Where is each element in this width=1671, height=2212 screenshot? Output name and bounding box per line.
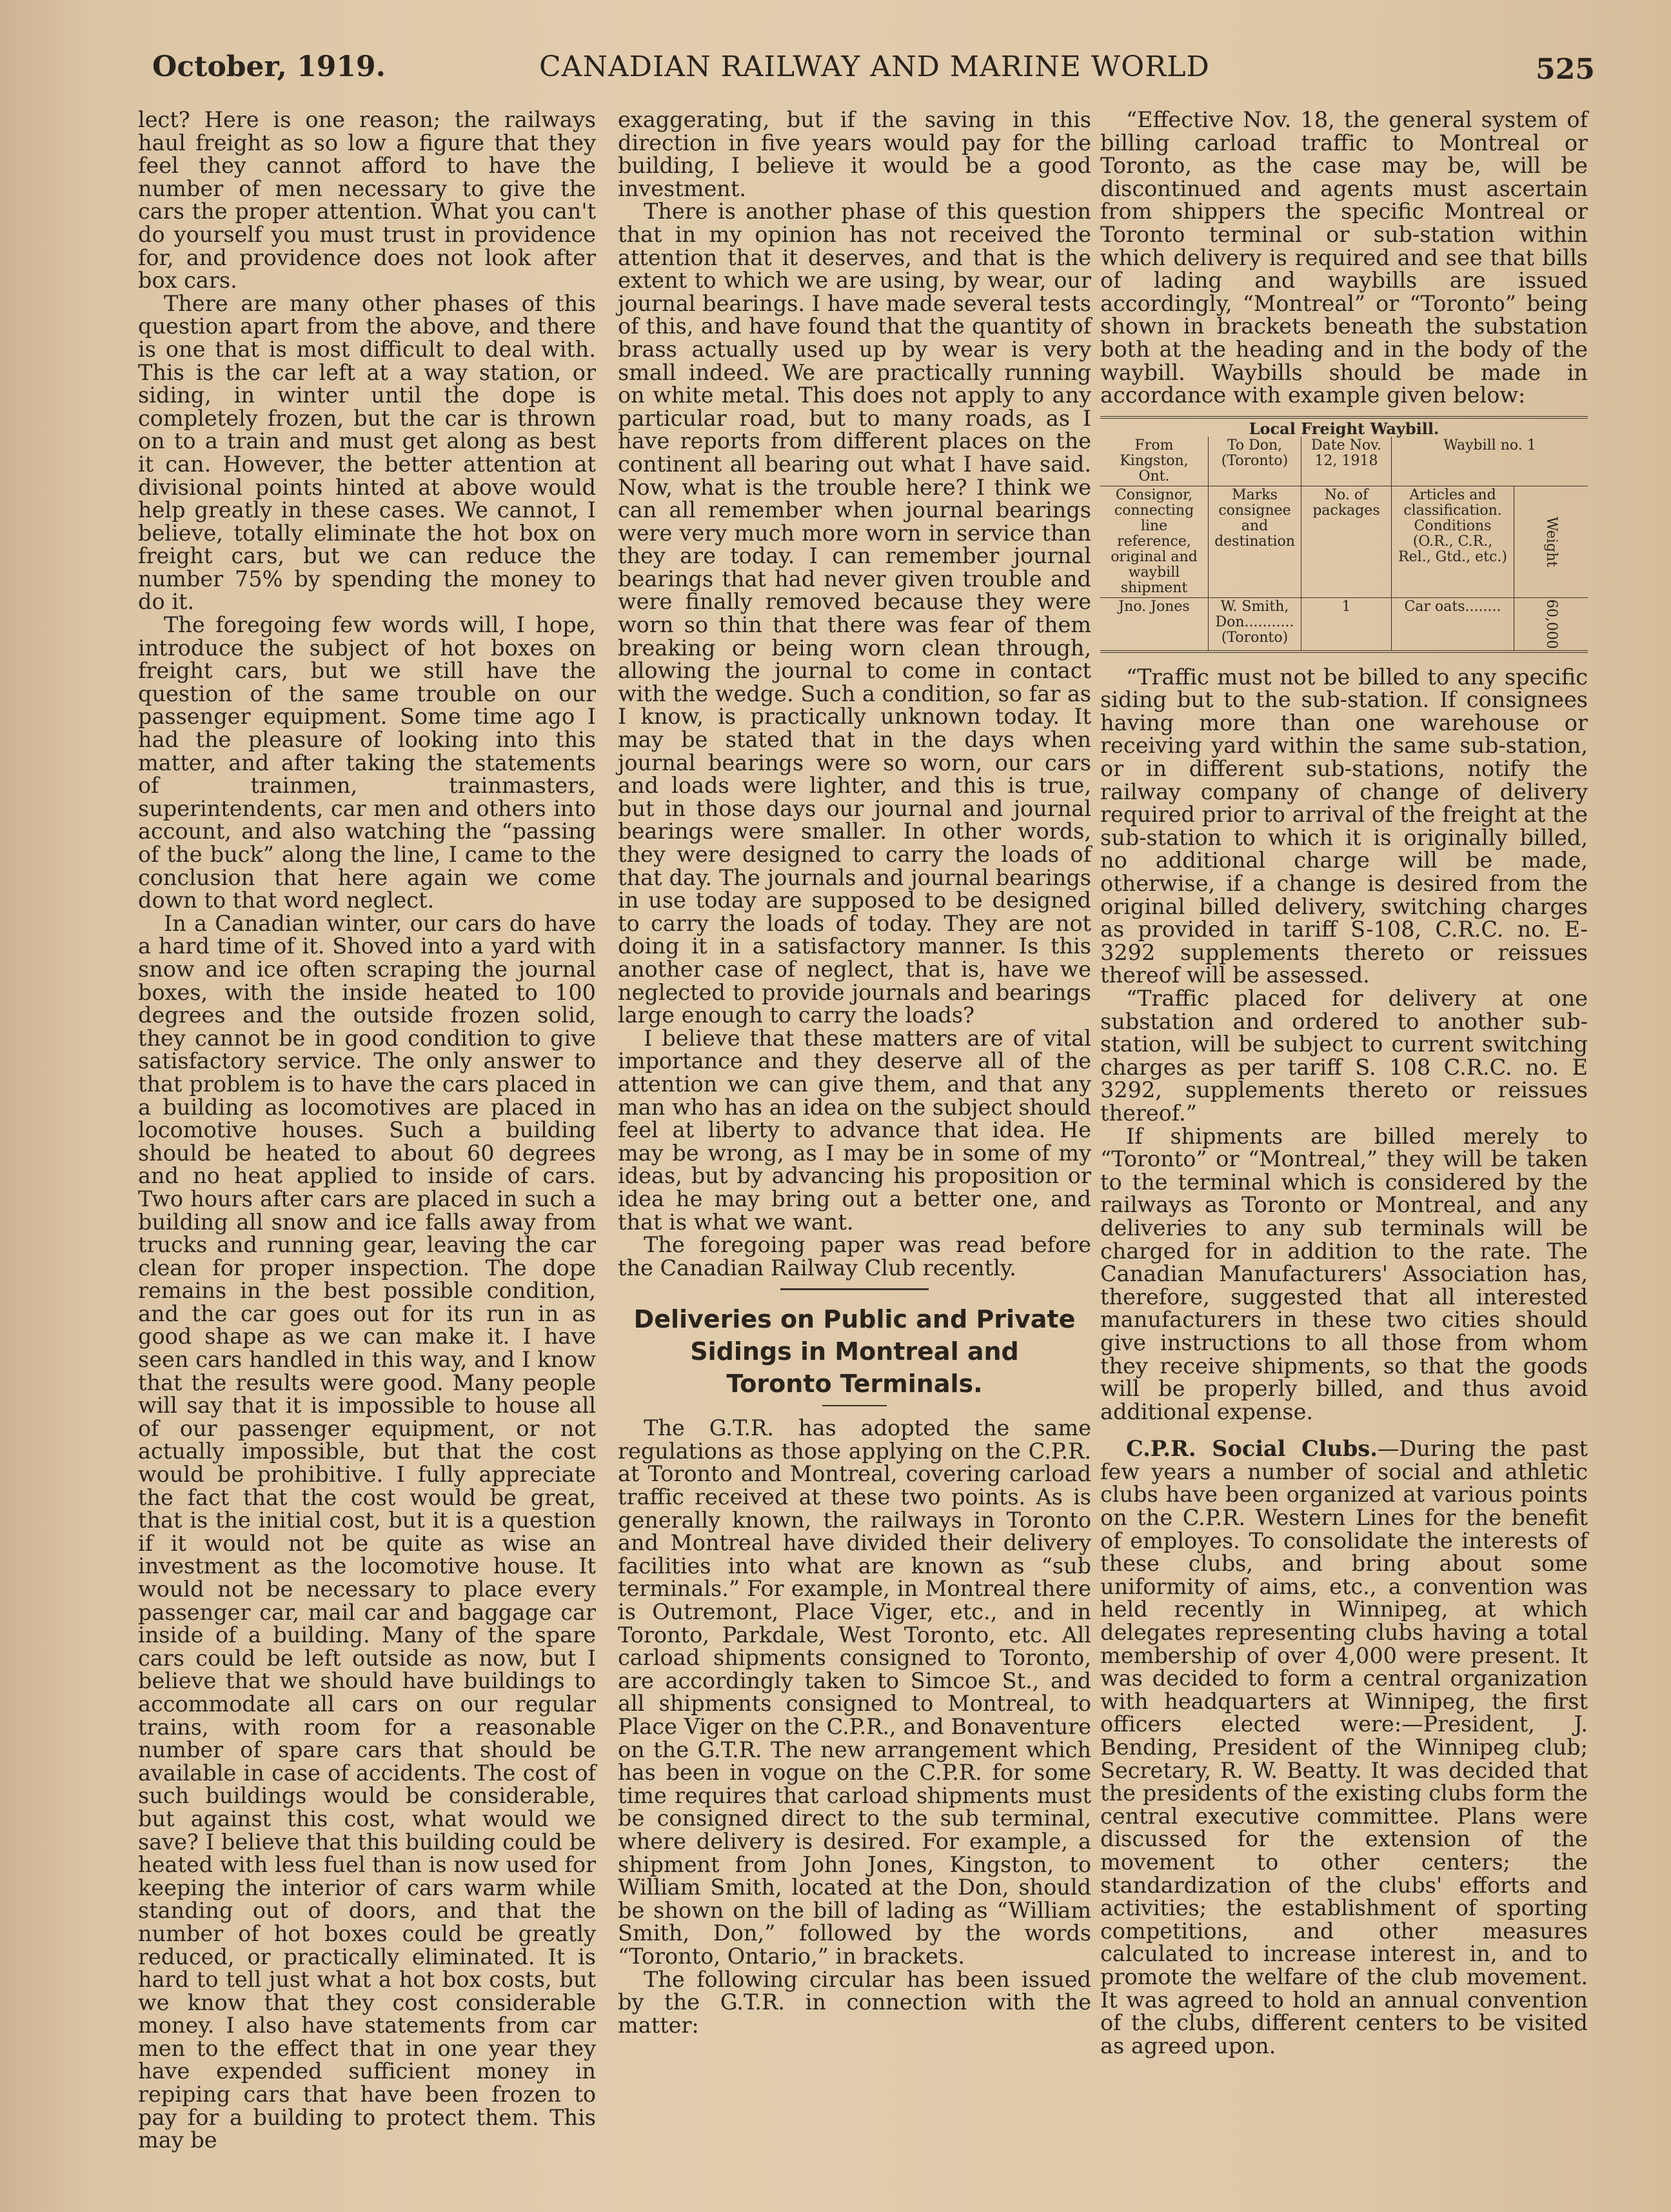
social-clubs-paragraph [1100, 1437, 1588, 2057]
waybill-to: To Don, (Toronto) [1209, 437, 1301, 486]
paragraph: “Effective Nov. 18, the general system of billing carload traffic to Montreal or Toronto, as the case may be, will be discontinued and agents must ascertain from shippers the specific Montreal or Toronto terminal or sub-station within which delivery is required and see that bills of lading and waybills are issued accordingly, “Montreal” or “Toronto” being shown in brackets beneath the substation both at the heading and in the body of the waybill. Waybills should be made in accordance with example given below: [1100, 107, 1588, 408]
paragraph: The G.T.R. has adopted the same regulations as those applying on the C.P.R. at Toronto and Montreal, covering carload traffic received at these two points. As is generally known, the railways in Toronto and Montreal have divided their delivery facilities into what are known as “sub terminals.” For example, in Montreal there is Outremont, Place Viger, etc., and in Toronto, Parkdale, West Toronto, etc. All carload shipments consigned to Toronto, are accordingly taken to Simcoe St., and all shipments consigned to Montreal, to Place Viger on the C.P.R., and Bonaventure on the G.T.R. The new arrangement which has been in vogue on the C.P.R. for some time requires that carload shipments must be consigned direct to the sub terminal, where delivery is desired. For example, a shipment from John Jones, Kingston, to William Smith, located at the Don, should be shown on the bill of lading as “William Smith, Don,” followed by the words “Toronto, Ontario,” in brackets. [618, 1415, 1091, 1969]
col-articles: Articles and classification. Conditions (O.R., C.R., Rel., Gtd., etc.) [1392, 486, 1514, 597]
paragraph: exaggerating, but if the saving in this direction in five years would pay for the building, I believe it would be a good investment. [618, 107, 1091, 201]
cell-consignor: Jno. Jones [1100, 598, 1209, 650]
paragraph: lect? Here is one reason; the railways haul freight as so low a figure that they feel they cannot afford to have the number of men necessary to give the cars the proper attention. What you can't do yourself you must trust in providence for, and providence does not look after box cars. [138, 107, 596, 294]
column-3 [1100, 108, 1588, 2057]
headline-line: Deliveries on Public and Private [633, 1305, 1076, 1334]
headline-divider [822, 1405, 887, 1406]
paragraph: In a Canadian winter, our cars do have a hard time of it. Shoved into a yard with snow and ice often scraping the journal boxes, with the inside heated to 100 degrees and the outside frozen solid, they cannot be in good condition to give satisfactory service. The only answer to that problem is to have the cars placed in a building as locomotives are placed in locomotive houses. Such a building should be heated to about 60 degrees and no heat applied to inside of cars. Two hours after cars are placed in such a building all snow and ice falls away from trucks and running gear, leaving the car clean for proper inspection. The dope remains in the best possible condition, and the car goes out for its run in as good shape as we can make it. I have seen cars handled in this way, and I know that the results were good. Many people will say that it is impossible to house all of our passenger equipment, or not actually impossible, but that the cost would be prohibitive. I fully appreciate the fact that the cost would be great, that is the initial cost, but it is a question if it would not be quite as wise an investment as the locomotive house. It would not be necessary to place every passenger car, mail car and baggage car inside of a building. Many of the spare cars could be left outside as now, but I believe that we should have buildings to accommodate all cars on our regular trains, with room for a reasonable number of spare cars that should be available in case of accidents. The cost of such buildings would be considerable, but against this cost, what would we save? I believe that this building could be heated with less fuel than is now used for keeping the interior of cars warm while standing out of doors, and that the number of hot boxes could be greatly reduced, or practically eliminated. It is hard to tell just what a hot box costs, but we know that they cost considerable money. I also have statements from car men to the effect that in one year they have expended sufficient money in repiping cars that have been frozen to pay for a building to protect them. This may be [138, 910, 596, 2153]
waybill-date: Date Nov. 12, 1918 [1301, 437, 1392, 486]
journal-title: CANADIAN RAILWAY AND MARINE WORLD [539, 50, 1210, 83]
section-divider [780, 1288, 929, 1290]
cell-marks: W. Smith, Don........... (Toronto) [1209, 598, 1301, 650]
running-header [152, 50, 1595, 95]
paragraph: The foregoing few words will, I hope, introduce the subject of hot boxes on freight cars, but we still have the question of the same trouble on our passenger equipment. Some time ago I had the pleasure of looking into this matter, and after taking the statements of trainmen, trainmasters, superintendents, car men and others into account, and also watching the “passing of the buck” along the line, I came to the conclusion that here again we come down to that word neglect. [138, 612, 596, 913]
cell-articles: Car oats........ [1392, 598, 1514, 650]
paragraph: The foregoing paper was read before the Canadian Railway Club recently. [618, 1232, 1091, 1280]
social-clubs-heading: C.P.R. Social Clubs. [1126, 1436, 1378, 1462]
column-1 [138, 108, 596, 2152]
waybill-header-row [1100, 437, 1588, 486]
col-consignor: Consignor, connecting line reference, original and waybill shipment [1100, 486, 1209, 597]
cell-weight: 60,000 [1543, 599, 1559, 649]
column-2 [618, 108, 1091, 2037]
waybill-table [1100, 416, 1588, 653]
paragraph: “Traffic placed for delivery at one substation and ordered to another sub-station, will be subject to current switching charges as per tariff S. 108 C.R.C. no. E 3292, supplements thereto or reissues thereof.” [1100, 986, 1588, 1126]
waybill-from: From Kingston, Ont. [1100, 437, 1209, 486]
paragraph: There is another phase of this question that in my opinion has not received the attention that it deserves, and that is the extent to which we are using, by wear, our journal bearings. I have made several tests of this, and have found that the quantity of brass actually used up by wear is very small indeed. We are practically running on white metal. This does not apply to any particular road, but to many roads, as I have reports from different places on the continent all bearing out what I have said. Now, what is the trouble here? I think we can all remember when journal bearings were very much more worn in service than they are today. I can remember journal bearings that had never given trouble and were finally removed because they were worn so thin that there was fear of them breaking or being worn clean through, allowing the journal to come in contact with the wedge. Such a condition, so far as I know, is practically unknown today. It may be stated that in the days when journal bearings were so worn, our cars and loads were lighter, and this is true, but in those days our journal and journal bearings were smaller. In other words, they were designed to carry the loads of that day. The journals and journal bearings in use today are supposed to be designed to carry the loads of today. They are not doing it in a satisfactory manner. Is this another case of neglect, that is, have we neglected to provide journals and bearings large enough to carry the loads? [618, 199, 1091, 1028]
paragraph: There are many other phases of this question apart from the above, and there is one that is most difficult to deal with. This is the car left at a way station, or siding, in winter until the dope is completely frozen, but the car is thrown on to a train and must get along as best it can. However, the better attention at divisional points hinted at above would help greatly in these cases. We cannot, I believe, totally eliminate the hot box on freight cars, but we can reduce the number 75% by spending the money to do it. [138, 290, 596, 615]
page-number: 525 [1536, 53, 1595, 86]
paragraph: If shipments are billed merely to “Toronto” or “Montreal,” they will be taken to the terminal which is considered by the railways as Toronto or Montreal, and any deliveries to any sub terminals will be charged for in addition to the rate. The Canadian Manufacturers' Association has, therefore, suggested that all interested manufacturers in these two cities should give instructions to all those from whom they receive shipments, so that the goods will be properly billed, and thus avoid additional expense. [1100, 1123, 1588, 1424]
headline-line: Sidings in Montreal and [690, 1337, 1019, 1366]
cell-packages: 1 [1301, 598, 1392, 650]
paragraph: I believe that these matters are of vital importance and they deserve all of the attention we can give them, and that any man who has an idea on the subject should feel at liberty to advance that idea. He may be wrong, as I may be in some of my ideas, but by advancing his proposition or idea he may bring out a better one, and that is what we want. [618, 1025, 1091, 1235]
col-packages: No. of packages [1301, 486, 1392, 597]
issue-date: October, 1919. [152, 50, 386, 83]
social-clubs-body: —During the past few years a number of social and athletic clubs have been organized at various points on the C.P.R. Western Lines for the benefit of employes. To consolidate the interests of these clubs, and bring about some uniformity of aims, etc., a convention was held recently in Winnipeg, at which delegates representing clubs having a total membership of over 4,000 were present. It was decided to form a central organization with headquarters at Winnipeg, the first officers elected were:—President, J. Bending, President of the Winnipeg club; Secretary, R. W. Beatty. It was decided that the presidents of the existing clubs form the central executive committee. Plans were discussed for the extension of the movement to other centers; the standardization of the clubs' efforts and activities; the establishment of sporting competitions, and other measures calculated to increase interest in, and to promote the welfare of the club movement. It was agreed to hold an annual convention of the clubs, different centers to be visited as agreed upon. [1100, 1436, 1588, 2058]
col-marks: Marks consignee and destination [1209, 486, 1301, 597]
paragraph: The following circular has been issued by the G.T.R. in connection with the matter: [618, 1966, 1091, 2038]
col-weight: Weight [1543, 516, 1559, 567]
paragraph: “Traffic must not be billed to any specific siding but to the sub-station. If consignees having more than one warehouse or receiving yard within the same sub-station, or in different sub-stations, notify the railway company of change of delivery required prior to arrival of the freight at the sub-station to which it is originally billed, no additional charge will be made, otherwise, if a change is desired from the original billed delivery, switching charges as provided in tariff S-108, C.R.C. no. E-3292 supplements thereto or reissues thereof will be assessed. [1100, 664, 1588, 988]
waybill-number: Waybill no. 1 [1443, 437, 1536, 453]
waybill-data-row [1100, 598, 1588, 650]
waybill-title: Local Freight Waybill. [1249, 419, 1439, 438]
article-headline [618, 1303, 1091, 1400]
spacer [1100, 1423, 1588, 1437]
headline-line: Toronto Terminals. [726, 1370, 983, 1399]
waybill-column-headers [1100, 486, 1588, 598]
